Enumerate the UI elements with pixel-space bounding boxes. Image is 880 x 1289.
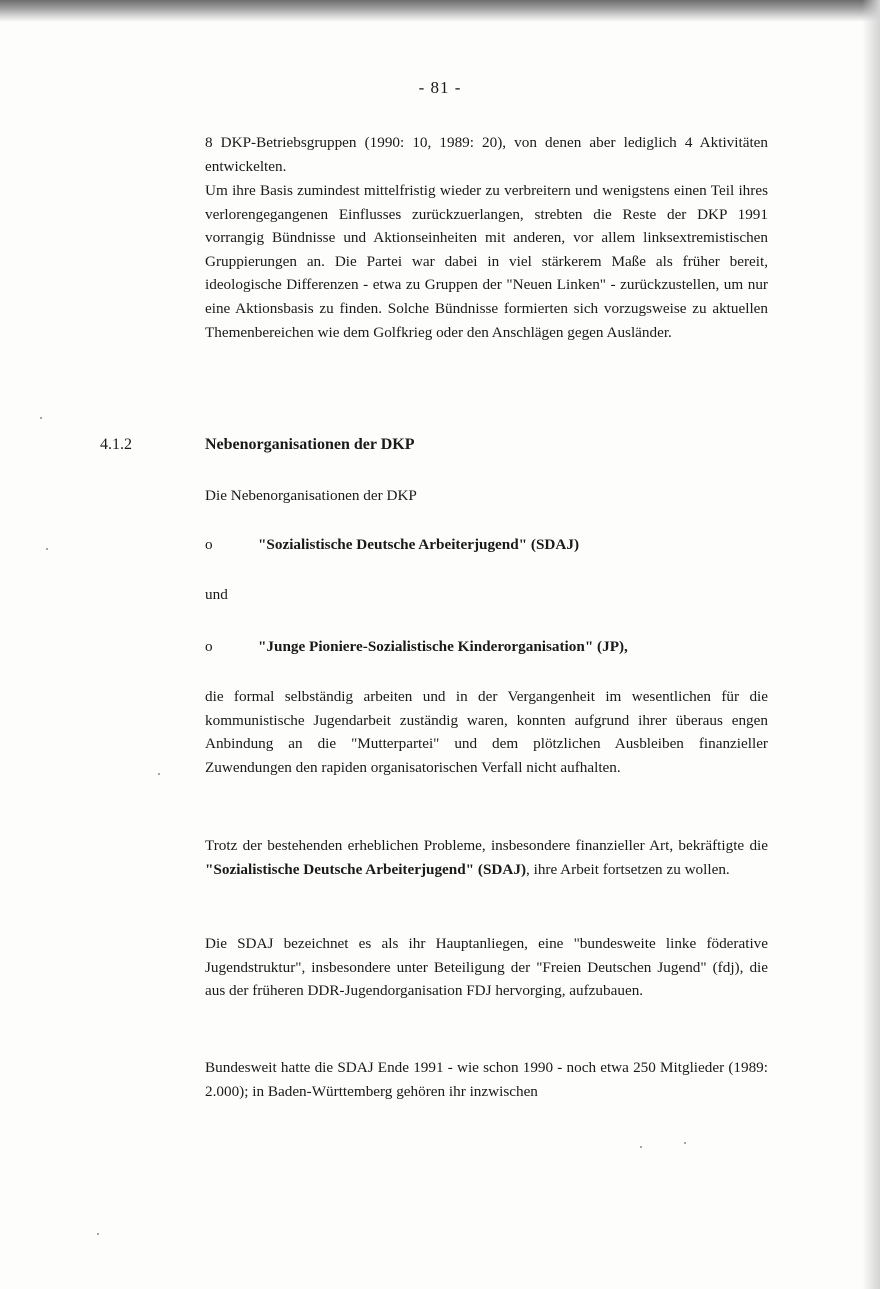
page-number: - 81 - [418, 78, 462, 97]
scan-speck [40, 417, 42, 419]
paragraph-trotz-end: , ihre Arbeit fortsetzen zu wollen. [526, 860, 730, 878]
bullet-jp: "Junge Pioniere-Sozialistische Kinderorganisation" (JP), [258, 638, 628, 655]
connector-und: und [205, 586, 228, 603]
paragraph-verfall: die formal selbständig arbeiten und in der Vergangenheit im wesentlichen für die kommunistische Jugendarbeit zuständig waren, konnten aufgrund ihrer überaus engen Anbindung an die "Mutterpartei" und dem plötzlichen Ausbleiben finanzieller Zuwendungen den rapiden organisatorischen Verfall nicht aufhalten. [205, 688, 768, 776]
scan-top-shadow [0, 0, 880, 22]
bullet-marker-2: o [205, 638, 213, 655]
scan-speck [158, 773, 160, 775]
scan-right-shadow [862, 0, 880, 1289]
section-title: Nebenorganisationen der DKP [205, 436, 415, 453]
paragraph-trotz-org: "Sozialistische Deutsche Arbeiterjugend" (SDAJ) [205, 860, 527, 878]
section-number: 4.1.2 [100, 436, 132, 453]
scan-speck [46, 548, 48, 550]
bullet-marker-1: o [205, 536, 213, 553]
paragraph-sdaj: Die SDAJ bezeichnet es als ihr Hauptanliegen, eine "bundesweite linke föderative Jugendstruktur", insbesondere unter Beteiligung der "Freien Deutschen Jugend" (fdj), die aus der früheren DDR-Jugendorganisation FDJ hervorging, aufzubauen. [205, 935, 768, 1000]
section-lead: Die Nebenorganisationen der DKP [205, 487, 417, 504]
intro-paragraph: Um ihre Basis zumindest mittelfristig wieder zu verbreitern und wenigstens einen Teil ihres verlorengegangenen Einflusses zurückzuerlangen, strebten die Reste der DKP 1991 vorrangig Bündnisse und Aktionseinheiten mit anderen, vor allem linksextremistischen Gruppierungen an. Die Partei war dabei in viel stärkerem Maße als früher bereit, ideologische Differenzen - etwa zu Gruppen der "Neuen Linken" - zurückzustellen, um nur eine Aktionsbasis zu finden. Solche Bündnisse formierten sich vorzugsweise zu aktuellen Themenbereichen wie dem Golfkrieg oder den Anschlägen gegen Ausländer. [205, 182, 768, 341]
scan-speck [97, 1233, 99, 1235]
intro-line: 8 DKP-Betriebsgruppen (1990: 10, 1989: 20), von denen aber lediglich 4 Aktivitäten entwickelten. [205, 134, 768, 175]
scan-speck [684, 1142, 686, 1144]
paragraph-trotz [205, 834, 768, 881]
bullet-sdaj: "Sozialistische Deutsche Arbeiterjugend" (SDAJ) [258, 536, 580, 553]
paragraph-trotz-start: Trotz der bestehenden erheblichen Probleme, insbesondere finanzieller Art, bekräftigte die [205, 837, 768, 854]
paragraph-bundesweit: Bundesweit hatte die SDAJ Ende 1991 - wie schon 1990 - noch etwa 250 Mitglieder (1989: 2.000); in Baden-Württemberg gehören ihr inzwischen [205, 1059, 768, 1100]
scan-speck [640, 1146, 642, 1148]
